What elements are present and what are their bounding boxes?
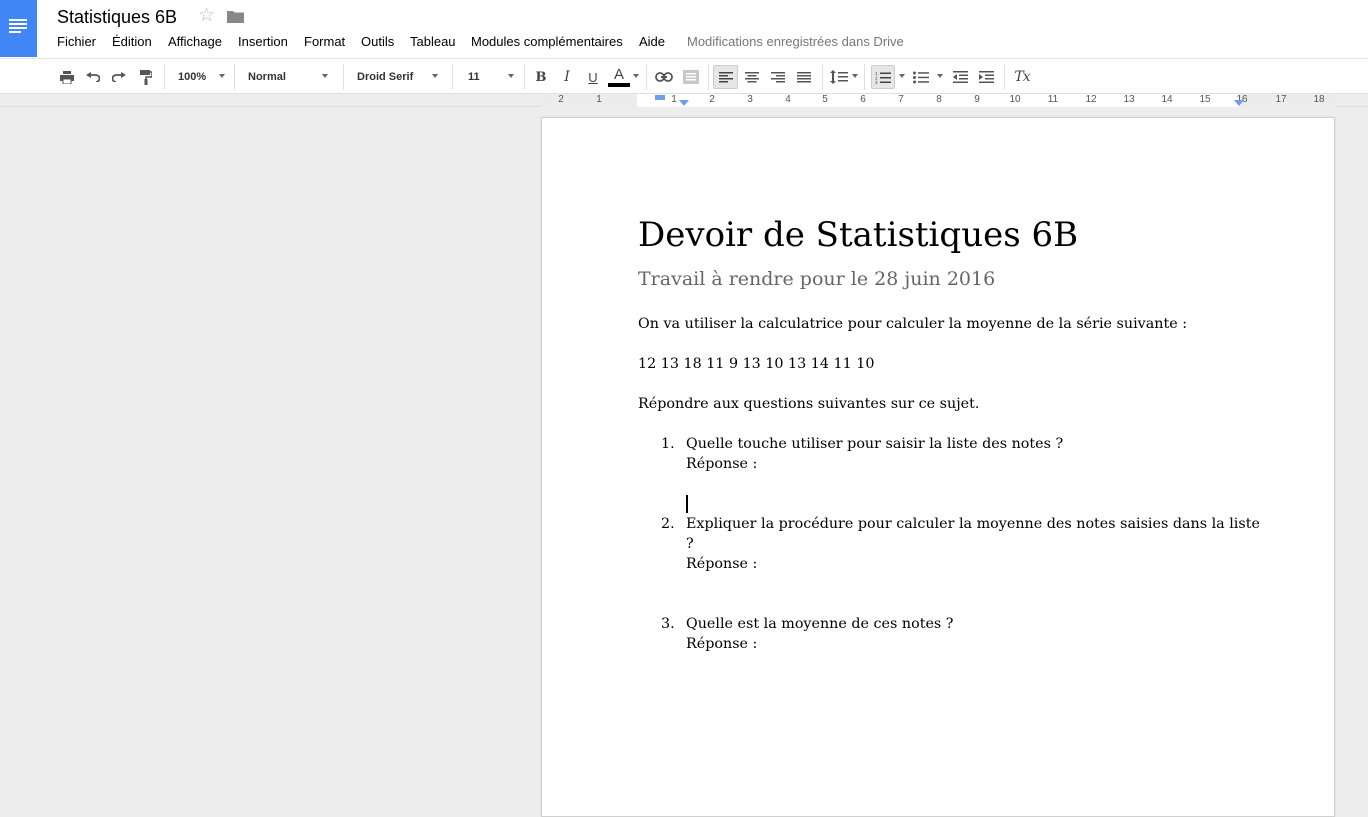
ruler-label: 11	[1047, 94, 1059, 105]
menu-table[interactable]: Tableau	[410, 34, 456, 49]
menu-edit[interactable]: Édition	[112, 34, 152, 49]
ruler-label: 17	[1275, 94, 1287, 105]
size-caret-icon	[508, 74, 514, 78]
save-status[interactable]: Modifications enregistrées dans Drive	[687, 34, 904, 49]
ruler-label: 3	[747, 94, 753, 105]
ruler-label: 14	[1161, 94, 1173, 105]
ruler-label: 7	[898, 94, 904, 105]
bold-button[interactable]: B	[535, 69, 547, 85]
question-text[interactable]: Quelle touche utiliser pour saisir la liste des notes ?	[686, 436, 1064, 452]
font-caret-icon	[432, 74, 438, 78]
link-icon[interactable]	[654, 65, 674, 89]
ruler-label: 9	[974, 94, 980, 105]
ruler-label: 15	[1199, 94, 1211, 105]
line-spacing-caret-icon	[852, 74, 858, 78]
ruler-label: 5	[822, 94, 828, 105]
comment-icon[interactable]	[681, 65, 701, 89]
toolbar	[0, 58, 1368, 94]
menu-insert[interactable]: Insertion	[238, 34, 288, 49]
increase-indent-icon[interactable]	[975, 65, 997, 89]
document-title[interactable]: Statistiques 6B	[57, 7, 178, 27]
menu-help[interactable]: Aide	[639, 34, 666, 49]
folder-icon[interactable]	[227, 10, 244, 23]
question-text-wrap[interactable]: ?	[686, 536, 694, 552]
left-indent-handle[interactable]	[679, 100, 689, 106]
menu-format[interactable]: Format	[304, 34, 346, 49]
italic-button[interactable]: I	[564, 69, 570, 85]
bulleted-list-icon[interactable]	[910, 65, 932, 89]
zoom-select[interactable]: 100%	[178, 71, 207, 83]
menu-file[interactable]: Fichier	[57, 34, 97, 49]
text-cursor	[686, 495, 688, 513]
answer-label[interactable]: Réponse :	[686, 636, 758, 652]
align-right-icon[interactable]	[767, 65, 789, 89]
document-subtitle[interactable]: Travail à rendre pour le 28 juin 2016	[638, 268, 996, 290]
ruler-label: 12	[1085, 94, 1097, 105]
ruler-label: 10	[1009, 94, 1021, 105]
right-indent-handle[interactable]	[1234, 100, 1244, 106]
ruler-label: 18	[1313, 94, 1325, 105]
list-number: 3.	[661, 616, 675, 632]
clear-formatting-button[interactable]	[1011, 65, 1033, 89]
list-number: 1.	[661, 436, 675, 452]
ruler-label: 2	[709, 94, 715, 105]
ruler	[0, 94, 1368, 107]
menu-tools[interactable]: Outils	[361, 34, 395, 49]
svg-text:2: 2	[875, 75, 878, 80]
ruler-label: 4	[785, 94, 791, 105]
align-justify-icon[interactable]	[793, 65, 815, 89]
star-icon[interactable]: ☆	[198, 5, 216, 26]
ruler-label: 8	[936, 94, 942, 105]
align-left-icon[interactable]	[713, 65, 738, 89]
redo-icon[interactable]	[109, 65, 129, 89]
ruler-label: 13	[1123, 94, 1135, 105]
font-size-select[interactable]: 11	[468, 71, 480, 83]
print-icon[interactable]	[57, 65, 77, 89]
text-color-label: A	[613, 66, 624, 83]
document-heading[interactable]: Devoir de Statistiques 6B	[638, 215, 1079, 255]
svg-text:1: 1	[875, 70, 878, 76]
paragraph-style-select[interactable]: Normal	[248, 71, 286, 83]
ruler-label: 1	[596, 94, 602, 105]
decrease-indent-icon[interactable]	[949, 65, 971, 89]
intro-paragraph[interactable]: On va utiliser la calculatrice pour calculer la moyenne de la série suivante :	[638, 316, 1188, 332]
align-center-icon[interactable]	[741, 65, 763, 89]
answer-label[interactable]: Réponse :	[686, 556, 758, 572]
question-text[interactable]: Expliquer la procédure pour calculer la moyenne des notes saisies dans la liste	[686, 516, 1260, 532]
numbered-list-icon[interactable]	[871, 65, 895, 89]
undo-icon[interactable]	[83, 65, 103, 89]
app-header	[0, 0, 1368, 58]
docs-home-icon[interactable]	[0, 0, 37, 57]
style-caret-icon	[322, 74, 328, 78]
zoom-caret-icon	[219, 74, 225, 78]
answer-label[interactable]: Réponse :	[686, 456, 758, 472]
document-page[interactable]	[541, 117, 1335, 817]
series-paragraph[interactable]: 12 13 18 11 9 13 10 13 14 11 10	[638, 356, 875, 372]
font-select[interactable]: Droid Serif	[357, 71, 414, 83]
line-spacing-icon[interactable]	[828, 65, 850, 89]
paint-format-icon[interactable]	[136, 65, 156, 89]
numbered-list-caret-icon	[899, 74, 905, 78]
svg-text:3: 3	[875, 79, 878, 84]
menu-view[interactable]: Affichage	[168, 34, 222, 49]
instructions-paragraph[interactable]: Répondre aux questions suivantes sur ce sujet.	[638, 396, 980, 412]
underline-button[interactable]: U	[588, 69, 598, 85]
clear-formatting-label: Tx	[1014, 69, 1030, 85]
ruler-label: 16	[1236, 94, 1248, 105]
ruler-label: 2	[558, 94, 564, 105]
ruler-label: 1	[671, 94, 677, 105]
bulleted-list-caret-icon	[937, 74, 943, 78]
ruler-label: 6	[860, 94, 866, 105]
first-line-indent-handle[interactable]	[655, 95, 665, 100]
list-number: 2.	[661, 516, 675, 532]
text-color-swatch	[608, 83, 630, 87]
menu-addons[interactable]: Modules complémentaires	[471, 34, 623, 49]
text-color-caret-icon	[633, 74, 639, 78]
question-text[interactable]: Quelle est la moyenne de ces notes ?	[686, 616, 954, 632]
